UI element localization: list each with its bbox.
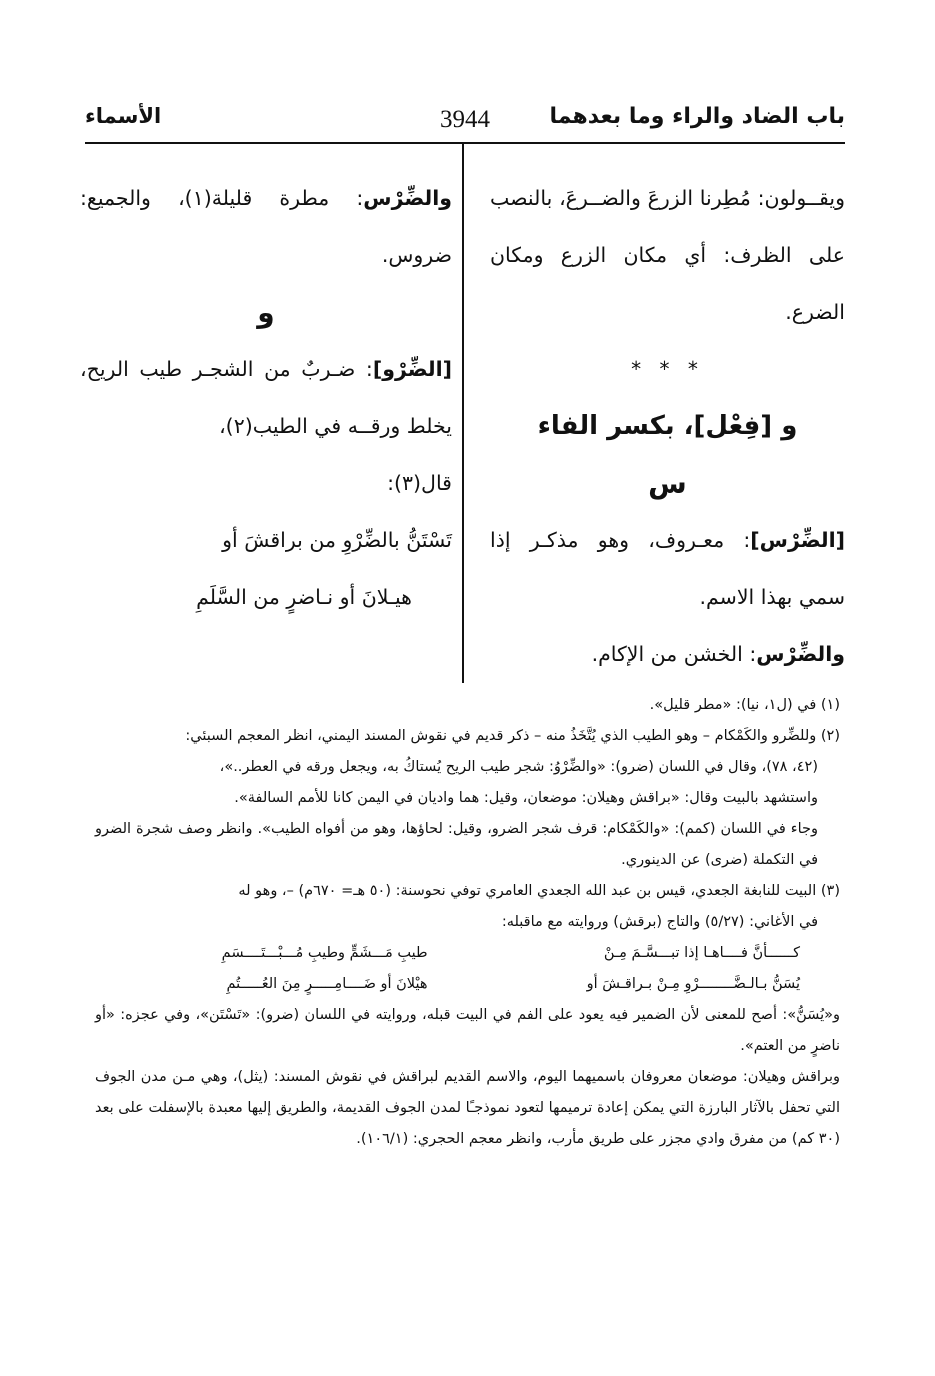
poem-hemistich: هيْلانَ أو ضَــــامِـــــرٍ مِنَ العُـــــتُمِ <box>226 976 428 992</box>
letter-heading: و <box>257 296 275 329</box>
footnote-line: وجاء في اللسان (كمم): «والكَمْكام: قرف شجر الضرو، وقيل: لحاؤها، وهو من أفواه الطيب». وانظر وصف شجرة الضرو في التكملة (ضرى) عن الدينوري. <box>95 821 818 868</box>
entry-text: : الخشن من الإكام. <box>591 642 757 666</box>
letter-heading: س <box>648 467 687 500</box>
footnote-line: واستشهد بالبيت وقال: «براقش وهيلان: موضعان، وقيل: هما واديان في اليمن كانا للأمم السالفة». <box>234 790 818 806</box>
column-divider <box>462 143 464 683</box>
dictionary-entry <box>490 512 845 626</box>
poem-hemistich: طيبِ مَـــشَمٍّ وطيبِ مُـــبْـــتَــــسَمِ <box>221 945 428 961</box>
poem <box>95 938 840 1000</box>
entry-word: [الضِّرْس] <box>750 528 845 552</box>
entry-text: : معـروف، وهو مذكـر إذا سمي بهذا الاسم. <box>490 528 845 609</box>
dictionary-entry <box>490 626 845 683</box>
verse-line: تَسْتَنُّ بالضِّرْوِ من براقشَ أو <box>222 528 452 552</box>
page-header <box>85 100 845 140</box>
verse-line: هيـلانَ أو نـاضرٍ من السَّلَمِ <box>196 585 412 609</box>
right-column <box>490 170 845 683</box>
dictionary-entry <box>80 341 452 455</box>
poem-hemistich: يُسَنُّ بـالـضَّــــــــرْوِ مِـنْ بـراقـشَ أو <box>586 976 800 992</box>
poem-hemistich: كــــــأنَّ فــــاهـا إذا تبـــسَّـمَ مِـنْ <box>603 945 800 961</box>
footnote: (٣) البيت للنابغة الجعدي، قيس بن عبد الله الجعدي العامري توفي نحوسنة: (٥٠ هـ= ٦٧٠م) –، وهو له <box>238 883 840 899</box>
section-heading: و [فِعْل]، بكسر الفاء <box>537 411 798 441</box>
footnote-line: (٤٢، ٧٨)، وقال في اللسان (ضرو): «والضِّرْوُ: شجر طيب الريح يُستاكُ به، ويجعل ورقه في العطر..»، <box>219 759 818 775</box>
section-title: الأسماء <box>85 104 162 128</box>
footnotes <box>95 690 840 1155</box>
quote-intro: قال(٣): <box>387 471 452 495</box>
entry-text: : ضـربٌ من الشجـر طيب الريح، يخلط ورقــه في الطيب(٢)، <box>80 357 452 438</box>
entry-word: والضِّرْس <box>363 186 452 210</box>
left-column <box>80 170 452 626</box>
footnote-line: وبراقش وهيلان: موضعان معروفان باسميهما اليوم، والاسم القديم لبراقش في نقوش المسند: (يثل)، وهي مـن مدن الجوف التي تحفل بالآثار البارزة التي يمكن إعادة ترميمها لتعود نموذجـًا لمدن الجوف القديمة، والطريق إليها معبدة بالإسفلت على بعد (٣٠ كم) من مفرق وادي مجزر على طريق مأرب، وانظر معجم الحجري: (١٠٦/١). <box>95 1069 840 1147</box>
chapter-title: باب الضاد والراء وما بعدهما <box>549 104 845 129</box>
footnote: (١) في (ل١، نيا): «مطر قليل». <box>649 697 840 713</box>
header-rule <box>85 142 845 144</box>
dictionary-entry <box>80 170 452 284</box>
footnote: (٢) وللضِّرو والكَمْكام – وهو الطيب الذي يُتَّخَذُ منه – ذكر قديم في نقوش المسند اليمني، انظر المعجم السبئي: <box>185 728 840 744</box>
section-separator: * * * <box>631 357 704 381</box>
footnote-line: و«يُسَنُّ»: أصح للمعنى لأن الضمير فيه يعود على الفم في البيت قبله، وروايته في اللسان (ضرو): «تَسْتَن»، وفي عجزه: «أو ناضرٍ من العتم». <box>95 1007 840 1054</box>
entry-word: [الضِّرْو] <box>372 357 452 381</box>
entry-word: والضِّرْس <box>756 642 845 666</box>
page-number: 3944 <box>440 106 490 133</box>
entry-text: : مطرة قليلة(١)، والجميع: ضروس. <box>80 186 452 267</box>
paragraph: ويقــولون: مُطِرنا الزرعَ والضــرعَ، بالنصب على الظرف: أي مكان الزرع ومكان الضرع. <box>490 186 845 324</box>
footnote-line: في الأغاني: (٥/٢٧) والتاج (برقش) وروايته مع ماقبله: <box>501 914 818 930</box>
